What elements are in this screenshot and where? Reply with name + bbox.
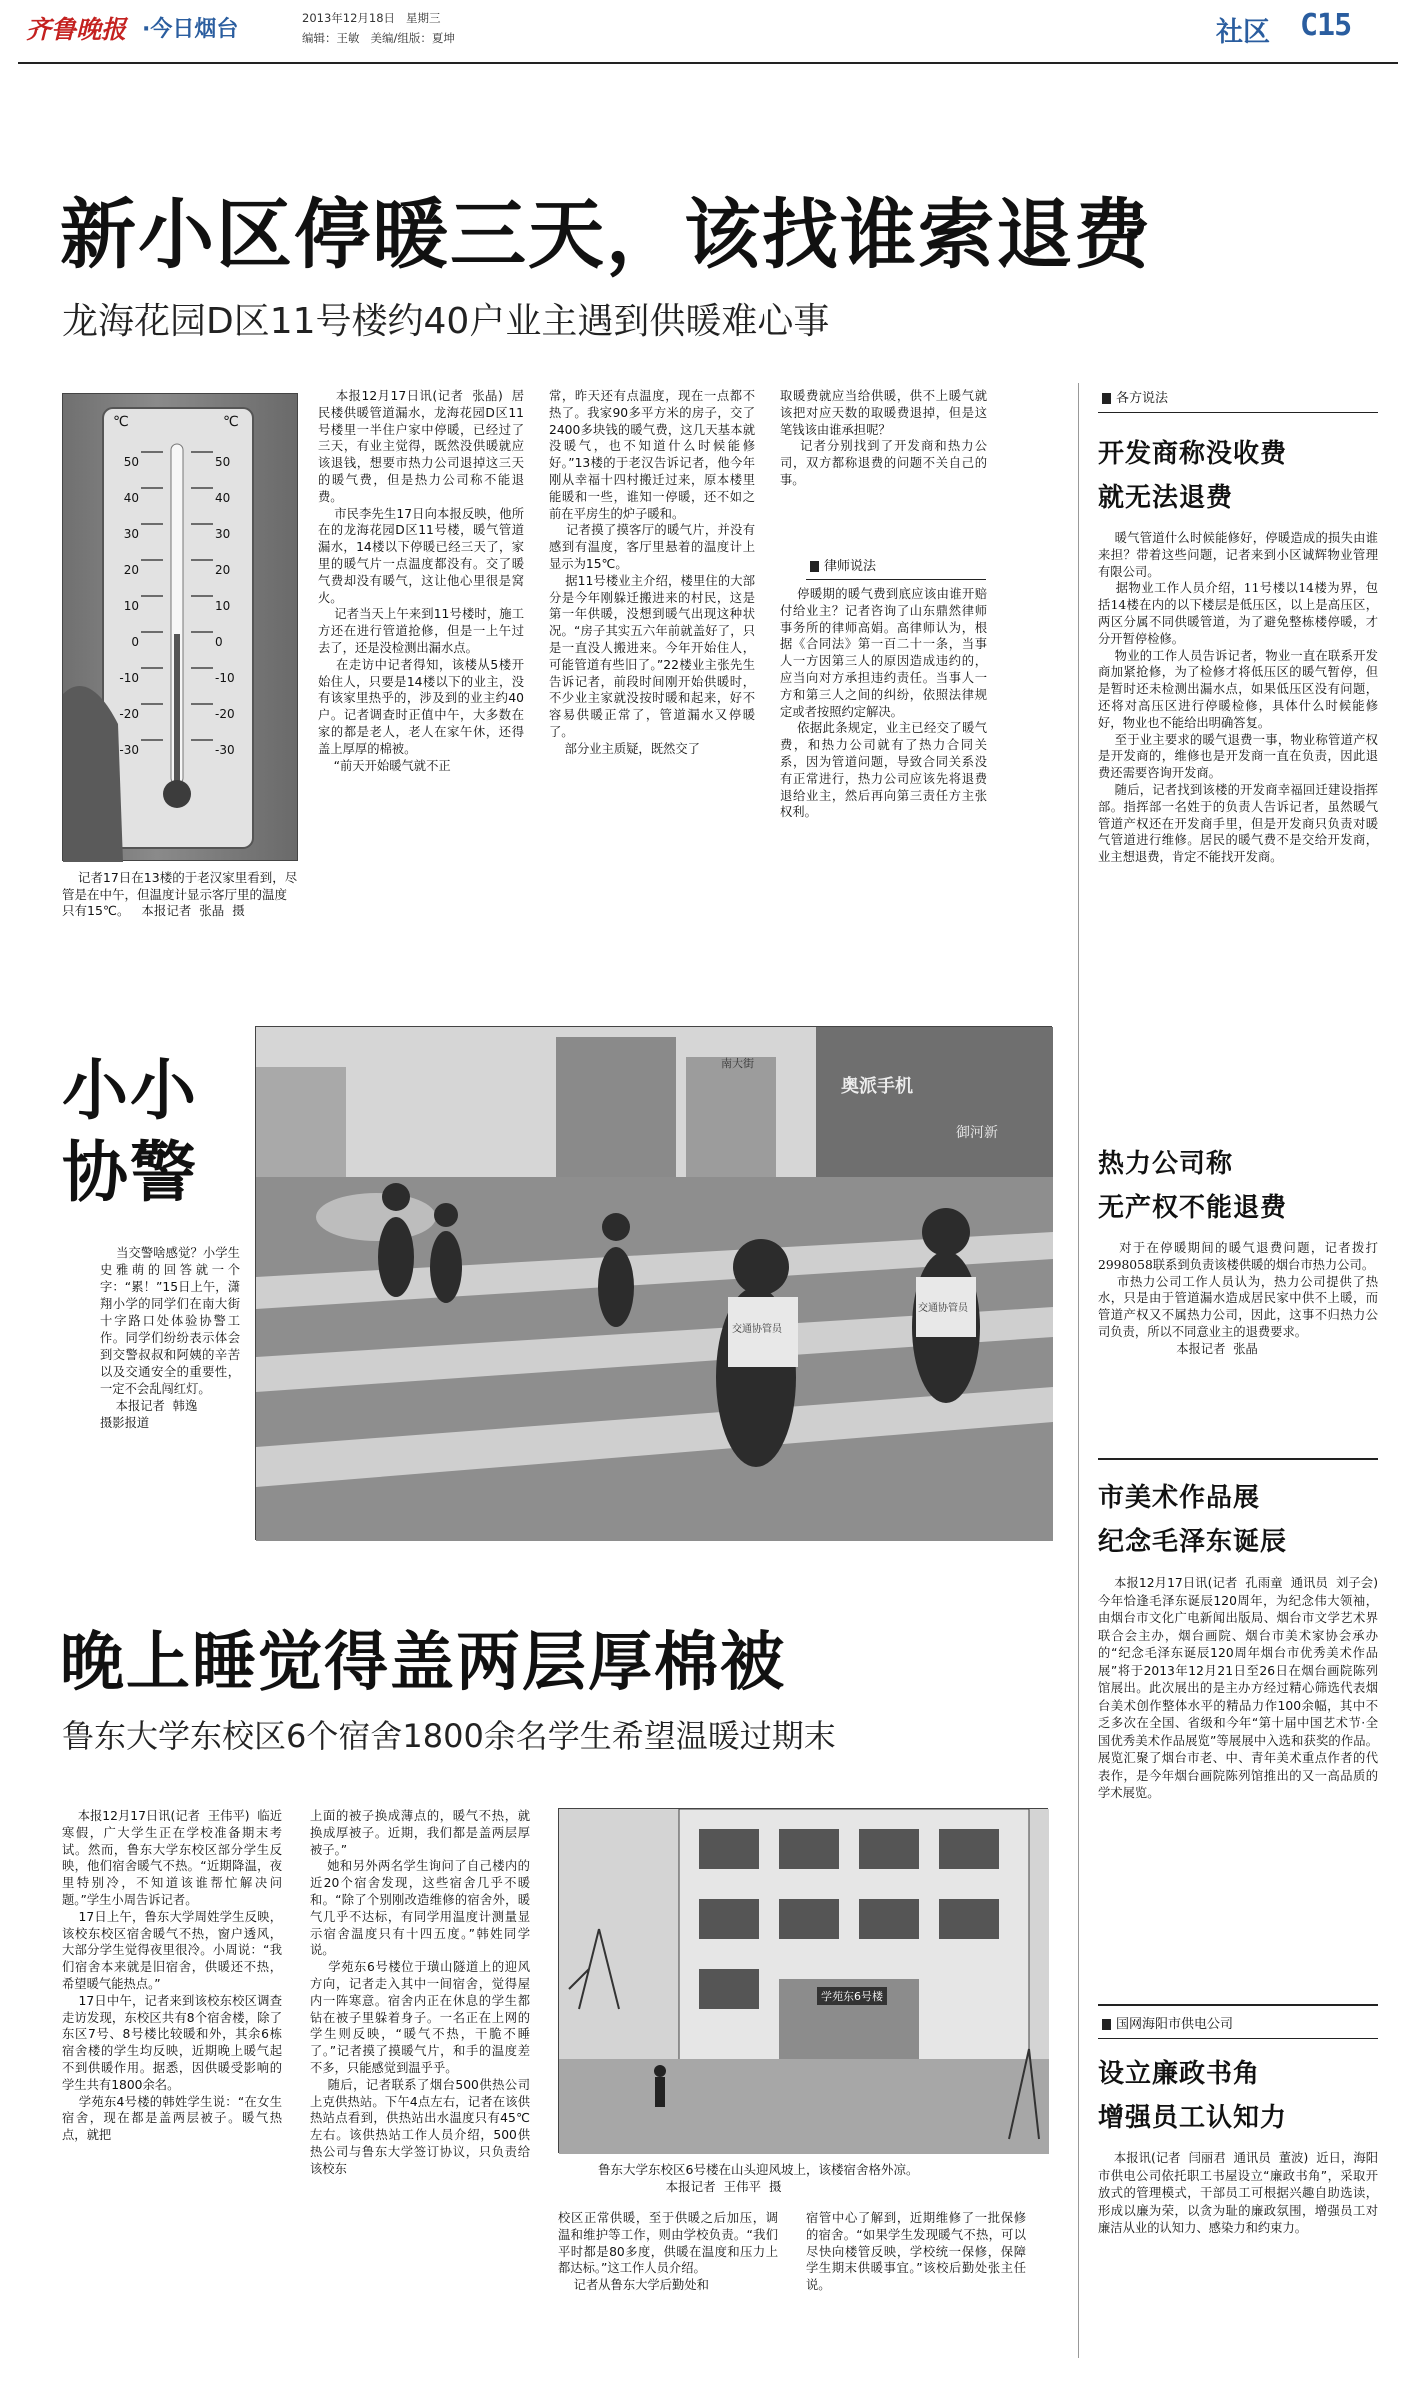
dorm-door-sign: 学苑东6号楼 xyxy=(817,1987,887,2005)
thermometer-photo xyxy=(62,393,298,861)
scale-tick: 50 xyxy=(123,455,139,469)
vest-label-2: 交通协管员 xyxy=(918,1303,968,1314)
article3-body-col2: 上面的被子换成薄点的，暖气不热，就换成厚被子。近期，我们都是盖两层厚被子。” 她和另外两名学生询问了自己楼内的近20个宿舍发现，这些宿舍几乎不暖和。“除了个别刚改造维修的宿舍外，暖气几乎不达标，有同学用温度计测量显示宿舍温度只有十四五度。”韩姓同学说。 学苑东6号楼位于璜山隧道上的迎风方向，记者走入其中一间宿舍，觉得屋内一阵寒意。宿舍内正在休息的学生都钻在被子里躲着身子。一名正在上网的学生则反映，“暖气不热，干脆不睡了。”记者摸了摸暖气片，和手的温度差不多，只能感觉到温乎乎。 随后，记者联系了烟台500供热公司上克供热站。下午4点左右，记者在该供热站点看到，供热站出水温度只有45℃左右。该供热站工作人员介绍，500供热公司与鲁东大学签订协议，只负责给该校东 xyxy=(310,1809,531,2176)
scale-tick: 40 xyxy=(123,491,139,505)
article5-headline: 设立廉政书角 增强员工认知力 xyxy=(1098,2059,1288,2133)
celsius-left: ℃ xyxy=(113,414,129,430)
page-number: C15 xyxy=(1300,8,1352,43)
thermometer-illustration xyxy=(63,394,299,862)
scale-tick: -30 xyxy=(119,743,139,757)
thermometer-photo-caption: 记者17日在13楼的于老汉家里看到，尽管是在中午，但温度计显示客厅里的温度只有15℃。 本报记者 张晶 摄 xyxy=(62,870,298,918)
article1-body-col2: 常，昨天还有点温度，现在一点都不热了。我家90多平方米的房子，交了2400多块钱的暖气费，这几天基本就没暖气，也不知道什么时候能修好。”13楼的于老汉告诉记者，他今年刚从幸福十四村搬迁过来，原本楼里能暖和一些，谁知一停暖，还不如之前在平房生的炉子暖和。 记者摸了摸客厅的暖气片，并没有感到有温度，客厅里悬着的温度计上显示为15℃。 据11号楼业主介绍，楼里住的大部分是今年刚躲迁搬进来的村民，这是第一年供暖，没想到暖气出现这种状况。“房子其实五六年前就盖好了，只是一直没人搬进来。今年开始住人，可能管道有些旧了。”22楼业主张先生告诉记者，前段时间刚开始供暖时，不少业主家就没按时暖和起来，好不容易供暖正常了，管道漏水又停暖了。 部分业主质疑，既然交了 xyxy=(549,389,755,756)
section-name: ·今日烟台 xyxy=(142,17,239,42)
scale-tick: -20 xyxy=(215,707,235,721)
editor-credits: 编辑：王敏 美编/组版：夏坤 xyxy=(302,31,455,45)
article4-body: 本报12月17日讯(记者 孔雨童 通讯员 刘子会) 今年恰逢毛泽东诞辰120周年，为纪念伟大领袖，由烟台市文化广电新闻出版局、烟台市文学艺术界联合会主办，烟台画院、烟台市美术家协会承办的“纪念毛泽东诞辰120周年烟台市优秀美术作品展”将于2013年12月21日至26日在烟台画院陈列馆展出。此次展出的是主办方经过精心筛选代表烟台美术创作整体水平的精品力作100余幅，其中不乏多次在全国、省级和今年“第十届中国艺术节·全国优秀美术作品展览”等展展中入选和获奖的作品。展览汇聚了烟台市老、中、青年美术重点作者的代表作，是今年烟台画院陈列馆推出的又一高品质的学术展览。 xyxy=(1098,1576,1386,1800)
scale-tick: 40 xyxy=(215,491,231,505)
wall-sign: 御河新 xyxy=(956,1125,998,1141)
article5-body: 本报讯(记者 闫丽君 通讯员 董波) 近日，海阳市供电公司依托职工书屋设立“廉政书角”，采取开放式的管理模式，干部员工可根据兴趣自助选读，形成以廉为荣，以贪为耻的廉政氛围，增强员工对廉洁从业的认知力、感染力和约束力。 xyxy=(1098,2151,1378,2235)
lawyer-tag: 律师说法 xyxy=(806,556,876,578)
scale-tick: 0 xyxy=(215,635,223,649)
article5-tag-rule xyxy=(1098,2038,1378,2039)
article2-headline: 小小 协警 xyxy=(62,1052,198,1211)
sidebar-rule-2 xyxy=(1098,2004,1378,2006)
sidebar-head-heating: 热力公司称 无产权不能退费 xyxy=(1098,1149,1288,1223)
masthead xyxy=(0,0,1417,60)
article1-subheadline: 龙海花园D区11号楼约40户业主遇到供暖难心事 xyxy=(62,301,830,342)
article3-body-col1: 本报12月17日讯(记者 王伟平) 临近寒假，广大学生正在学校准备期末考试。然而，鲁东大学东校区部分学生反映，他们宿舍暖气不热。“近期降温，夜里特别冷，不知道该谁帮忙解决问题。”学生小周告诉记者。 17日上午，鲁东大学周姓学生反映，该校东校区宿舍暖气不热，窗户透风，大部分学生觉得夜里很冷。小周说：“我们宿舍本来就是旧宿舍，供暖还不热，希望暖气能热点。” 17日中午，记者来到该校东校区调查走访发现，东校区共有8个宿舍楼，除了东区7号、8号楼比较暖和外，其余6栋宿舍楼的学生均反映，近期晚上暖气起不到供暖作用。据悉，因供暖受影响的学生共有1800余名。 学苑东4号楼的韩姓学生说：“在女生宿舍，现在都是盖两层被子。暖气热点，就把 xyxy=(62,1809,282,2143)
article5-tag: 国网海阳市供电公司 xyxy=(1098,2014,1233,2036)
article1-headline: 新小区停暖三天，该找谁索退费 xyxy=(60,190,1152,279)
article1-body-col3-top: 取暖费就应当给供暖，供不上暖气就该把对应天数的取暖费退掉，但是这笔钱该由谁承担呢？ 记者分别找到了开发商和热力公司，双方都称退费的问题不关自己的事。 xyxy=(780,389,987,487)
article2-body: 当交警啥感觉？小学生史雅萌的回答就一个字：“累！”15日上午，潇翔小学的同学们在南大街十字路口处体验协警工作。同学们纷纷表示体会到交警叔叔和阿姨的辛苦以及交通安全的重要性，一定不会乱闯红灯。 本报记者 韩逸 摄影报道 xyxy=(100,1246,240,1430)
celsius-right: ℃ xyxy=(223,414,239,430)
sidebar-rule-1 xyxy=(1098,1458,1378,1460)
article1-body-col1: 本报12月17日讯(记者 张晶) 居民楼供暖管道漏水，龙海花园D区11号楼里一半住户家中停暖，已经过了三天，有业主觉得，既然没供暖就应该退钱，想要市热力公司退掉这三天的暖气费，但是热力公司称不能退费。 市民李先生17日向本报反映，他所在的龙海花园D区11号楼，暖气管道漏水，14楼以下停暖已经三天了，家里的暖气片一点温度都没有。交了暖气费却没有暖气，这让他心里很是窝火。 记者当天上午来到11号楼时，施工方还在进行管道抢修，但是一上午过去了，还是没检测出漏水点。 在走访中记者得知，该楼从5楼开始住人，只要是14楼以下的业主，没有该家里热乎的，涉及到的业主约40户。记者调查时正值中午，大多数在家的都是老人，老人在家午休，还得盖上厚厚的棉被。 “前天开始暖气就不正 xyxy=(318,389,525,773)
article3-body-col4: 宿管中心了解到，近期维修了一批保修的宿舍。“如果学生发现暖气不热，可以尽快向楼管反映，学校统一保修，保障学生期末供暖事宜。”该校后勤处张主任说。 xyxy=(806,2211,1026,2293)
masthead-rule xyxy=(18,62,1398,64)
scale-tick: 20 xyxy=(123,563,139,577)
sidebar-tag: 各方说法 xyxy=(1098,388,1168,410)
issue-date: 2013年12月18日 星期三 xyxy=(302,11,441,25)
article1-body-col3-lawyer: 停暖期的暖气费到底应该由谁开赔付给业主？记者咨询了山东鼎然律师事务所的律师高娟。高律师认为，根据《合同法》第一百二十一条，当事人一方因第三人的原因造成违约的，应当向对方承担违约责任。当事人一方和第三人之间的纠纷，依照法律规定或者按照约定解决。 依据此条规定，业主已经交了暖气费，和热力公司就有了热力合同关系，因为管道问题，导致合同关系没有正常进行，热力公司应该先将退费退给业主，然后再向第三责任方主张权利。 xyxy=(780,587,987,820)
article4-headline: 市美术作品展 纪念毛泽东诞辰 xyxy=(1098,1483,1288,1557)
scale-tick: -30 xyxy=(215,743,235,757)
article3-subheadline: 鲁东大学东校区6个宿舍1800余名学生希望温暖过期末 xyxy=(62,1717,836,1755)
scale-tick: -10 xyxy=(215,671,235,685)
lawyer-tag-rule xyxy=(806,579,986,580)
article3-body-col3: 校区正常供暖，至于供暖之后加压，调温和维护等工作，则由学校负责。“我们平时都是80多度，供暖在温度和压力上都达标。”这工作人员介绍。 记者从鲁东大学后勤处和 xyxy=(558,2211,778,2293)
dormitory-illustration xyxy=(559,1809,1049,2154)
dormitory-photo-caption: 鲁东大学东校区6号楼在山头迎风坡上，该楼宿舍格外凉。 本报记者 王伟平 摄 xyxy=(598,2162,919,2194)
scale-tick: 10 xyxy=(123,599,139,613)
sidebar-body-heating: 对于在停暖期间的暖气退费问题，记者拨打2998058联系到负责该楼供暖的烟台市热力公司。 市热力公司工作人员认为，热力公司提供了热水，只是由于管道漏水造成居民家中供不上暖，而管道产权又不属热力公司，因此，这事不归热力公司负责，所以不同意业主的退费要求。 本报记者 张晶 xyxy=(1098,1241,1378,1356)
scale-tick: 30 xyxy=(123,527,139,541)
scale-tick: 10 xyxy=(215,599,231,613)
scale-tick: -10 xyxy=(119,671,139,685)
article3-headline: 晚上睡觉得盖两层厚棉被 xyxy=(60,1626,786,1700)
thermometer-scale-right xyxy=(215,444,245,768)
newspaper-logo: 齐鲁晚报 xyxy=(26,15,127,44)
sidebar-head-developer: 开发商称没收费 就无法退费 xyxy=(1098,439,1288,513)
road-sign: 南大街 xyxy=(721,1057,754,1070)
scale-tick: 20 xyxy=(215,563,231,577)
scale-tick: 50 xyxy=(215,455,231,469)
scale-tick: 30 xyxy=(215,527,231,541)
shop-sign: 奥派手机 xyxy=(841,1076,913,1097)
scale-tick: -20 xyxy=(119,707,139,721)
column-divider xyxy=(1078,383,1079,2358)
section-label: 社区 xyxy=(1216,17,1270,48)
sidebar-tag-rule xyxy=(1098,412,1378,413)
traffic-scene-illustration xyxy=(256,1027,1053,1541)
vest-label-1: 交通协管员 xyxy=(732,1324,782,1335)
scale-tick: 0 xyxy=(131,635,139,649)
thermometer-scale-left xyxy=(111,444,139,768)
sidebar-body-developer: 暖气管道什么时候能修好，停暖造成的损失由谁来担？带着这些问题，记者来到小区诚辉物业管理有限公司。 据物业工作人员介绍，11号楼以14楼为界，包括14楼在内的以下楼层是低压区，以上是高压区，两区分属不同供暖管道，为了避免整栋楼停暖，才分开暂停检修。 物业的工作人员告诉记者，物业一直在联系开发商加紧抢修，为了检修才将低压区的暖气暂停，但是暂时还未检测出漏水点，如果低压区没有问题，还将对高压区进行停暖检修，具体什么时候能修好，物业也不能给出明确答复。 至于业主要求的暖气退费一事，物业称管道产权是开发商的，维修也是开发商一直在负责，因此退费还需要咨询开发商。 随后，记者找到该楼的开发商幸福回迁建设指挥部。指挥部一名姓于的负责人告诉记者，虽然暖气管道产权还在开发商手里，但是开发商只负责对暖气管道进行维修。居民的暖气费不是交给开发商，业主想退费，肯定不能找开发商。 xyxy=(1098,531,1379,865)
dormitory-photo xyxy=(558,1808,1048,2153)
traffic-photo xyxy=(255,1026,1052,1540)
